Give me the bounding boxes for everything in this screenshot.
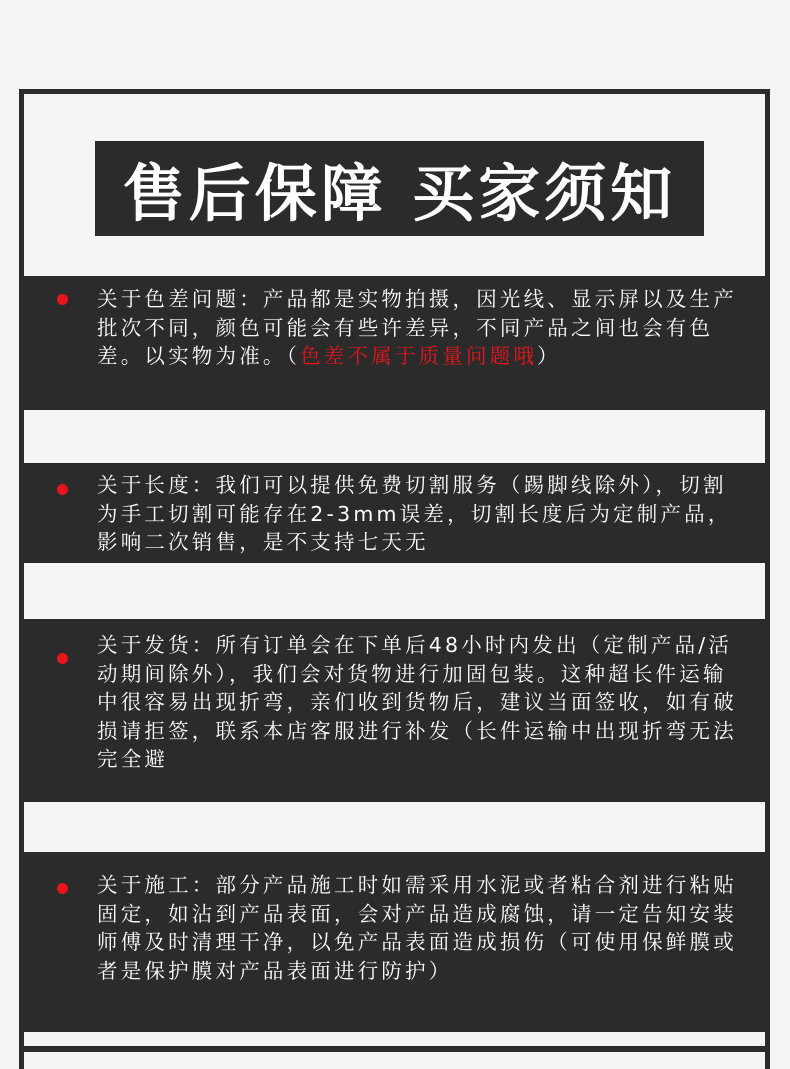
title-banner [95,141,704,236]
notice-text: 关于发货：所有订单会在下单后48小时内发出（定制产品/活动期间除外），我们会对货物进行加固包装。这种超长件运输中很容易出现折弯，亲们收到货物后，建议当面签收，如有破损请拒签，联系本店客服进行补发（长件运输中出现折弯无法完全避 [97,633,737,771]
bottom-border [19,1046,770,1052]
bullet-dot-icon [57,294,68,305]
notice-body-end: ） [537,344,561,368]
bullet-dot-icon [57,883,68,894]
notice-color-difference [24,276,766,410]
notice-shipping [24,619,766,802]
notice-text [97,285,737,371]
notice-text: 关于施工：部分产品施工时如需采用水泥或者粘合剂进行粘贴固定，如沾到产品表面，会对产品造成腐蚀，请一定告知安装师傅及时清理干净，以免产品表面造成损伤（可使用保鲜膜或者是保护膜对产品表面进行防护） [97,873,737,983]
notice-text: 关于长度：我们可以提供免费切割服务（踢脚线除外），切割为手工切割可能存在2-3mm误差，切割长度后为定制产品，影响二次销售，是不支持七天无 [97,473,732,554]
notice-length [24,463,766,563]
notice-body: 关于色差问题：产品都是实物拍摄，因光线、显示屏以及生产批次不同，颜色可能会有些许差异，不同产品之间也会有色差。以实物为准。（ [97,287,737,368]
bullet-dot-icon [57,484,68,495]
notice-highlight: 色差不属于质量问题哦 [300,344,538,368]
page-title: 售后保障 买家须知 [122,157,677,230]
notice-installation [19,852,770,1032]
bullet-dot-icon [57,653,68,664]
